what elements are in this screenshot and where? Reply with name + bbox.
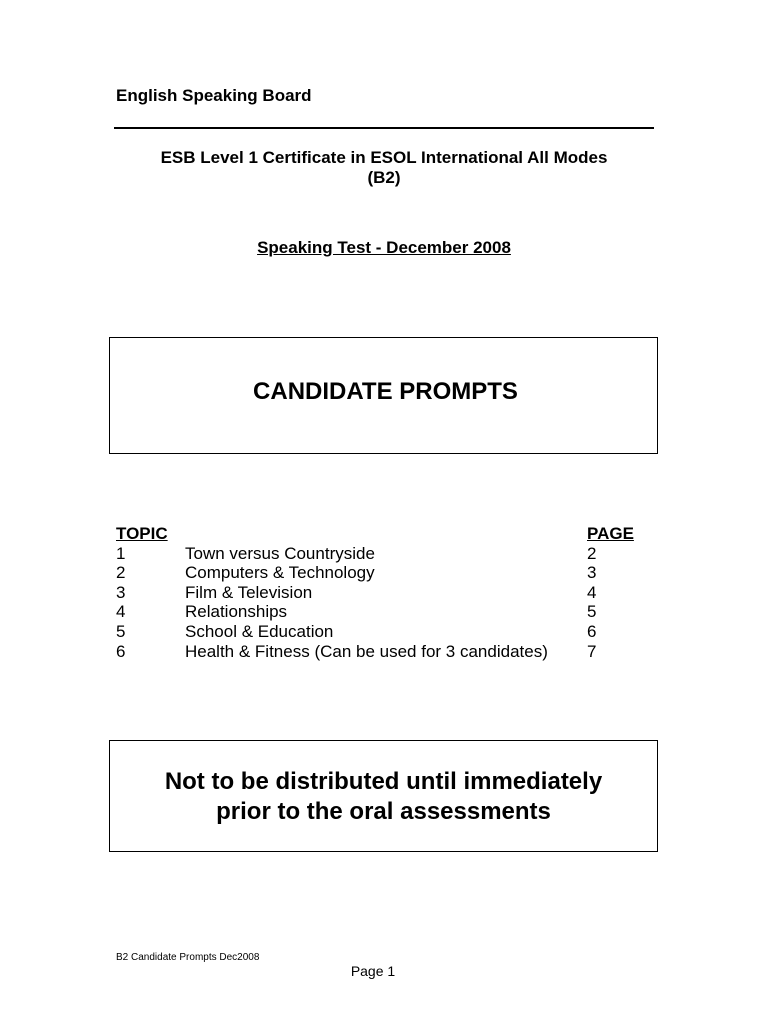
topic-title: Computers & Technology	[185, 563, 375, 583]
topic-number: 6	[116, 641, 126, 661]
organization-name: English Speaking Board	[116, 86, 312, 105]
candidate-prompts-box	[109, 337, 658, 454]
topic-page: 6	[587, 621, 597, 641]
topic-table	[116, 524, 646, 661]
topic-number: 3	[116, 582, 126, 602]
distribution-notice	[110, 767, 657, 827]
certificate-title-line2: (B2)	[367, 168, 401, 187]
test-title	[114, 238, 654, 258]
topic-title: Relationships	[185, 602, 288, 622]
distribution-notice-line2: prior to the oral assessments	[216, 798, 551, 825]
topic-row	[116, 642, 646, 662]
topic-page: 2	[587, 543, 597, 563]
candidate-prompts-title: CANDIDATE PROMPTS	[253, 378, 518, 405]
topic-number: 1	[116, 543, 126, 563]
topic-number: 5	[116, 621, 126, 641]
topic-page: 5	[587, 602, 597, 622]
topic-row	[116, 622, 646, 642]
topic-number: 4	[116, 602, 126, 622]
topic-title: School & Education	[185, 621, 334, 641]
footer-page-number: Page 1	[350, 963, 396, 979]
topic-page: 4	[587, 582, 597, 602]
topic-title: Town versus Countryside	[185, 543, 375, 563]
topic-row	[116, 602, 646, 622]
distribution-notice-box	[109, 740, 658, 852]
test-title-text: Speaking Test - December 2008	[257, 238, 511, 257]
distribution-notice-line1: Not to be distributed until immediately	[164, 768, 603, 795]
topic-row	[116, 583, 646, 603]
footer-document-reference: B2 Candidate Prompts Dec2008	[116, 952, 260, 963]
certificate-title-line1: ESB Level 1 Certificate in ESOL International All Modes	[160, 148, 608, 167]
topic-page: 3	[587, 563, 597, 583]
topic-title: Health & Fitness (Can be used for 3 candidates)	[185, 641, 548, 661]
topic-number: 2	[116, 563, 126, 583]
topic-table-header	[116, 524, 646, 544]
header-divider	[114, 127, 654, 129]
topic-row	[116, 544, 646, 564]
topic-title: Film & Television	[185, 582, 313, 602]
topic-column-header: TOPIC	[116, 524, 168, 543]
topic-page: 7	[587, 641, 597, 661]
certificate-title	[114, 148, 654, 188]
page-column-header: PAGE	[587, 524, 634, 543]
topic-row	[116, 563, 646, 583]
